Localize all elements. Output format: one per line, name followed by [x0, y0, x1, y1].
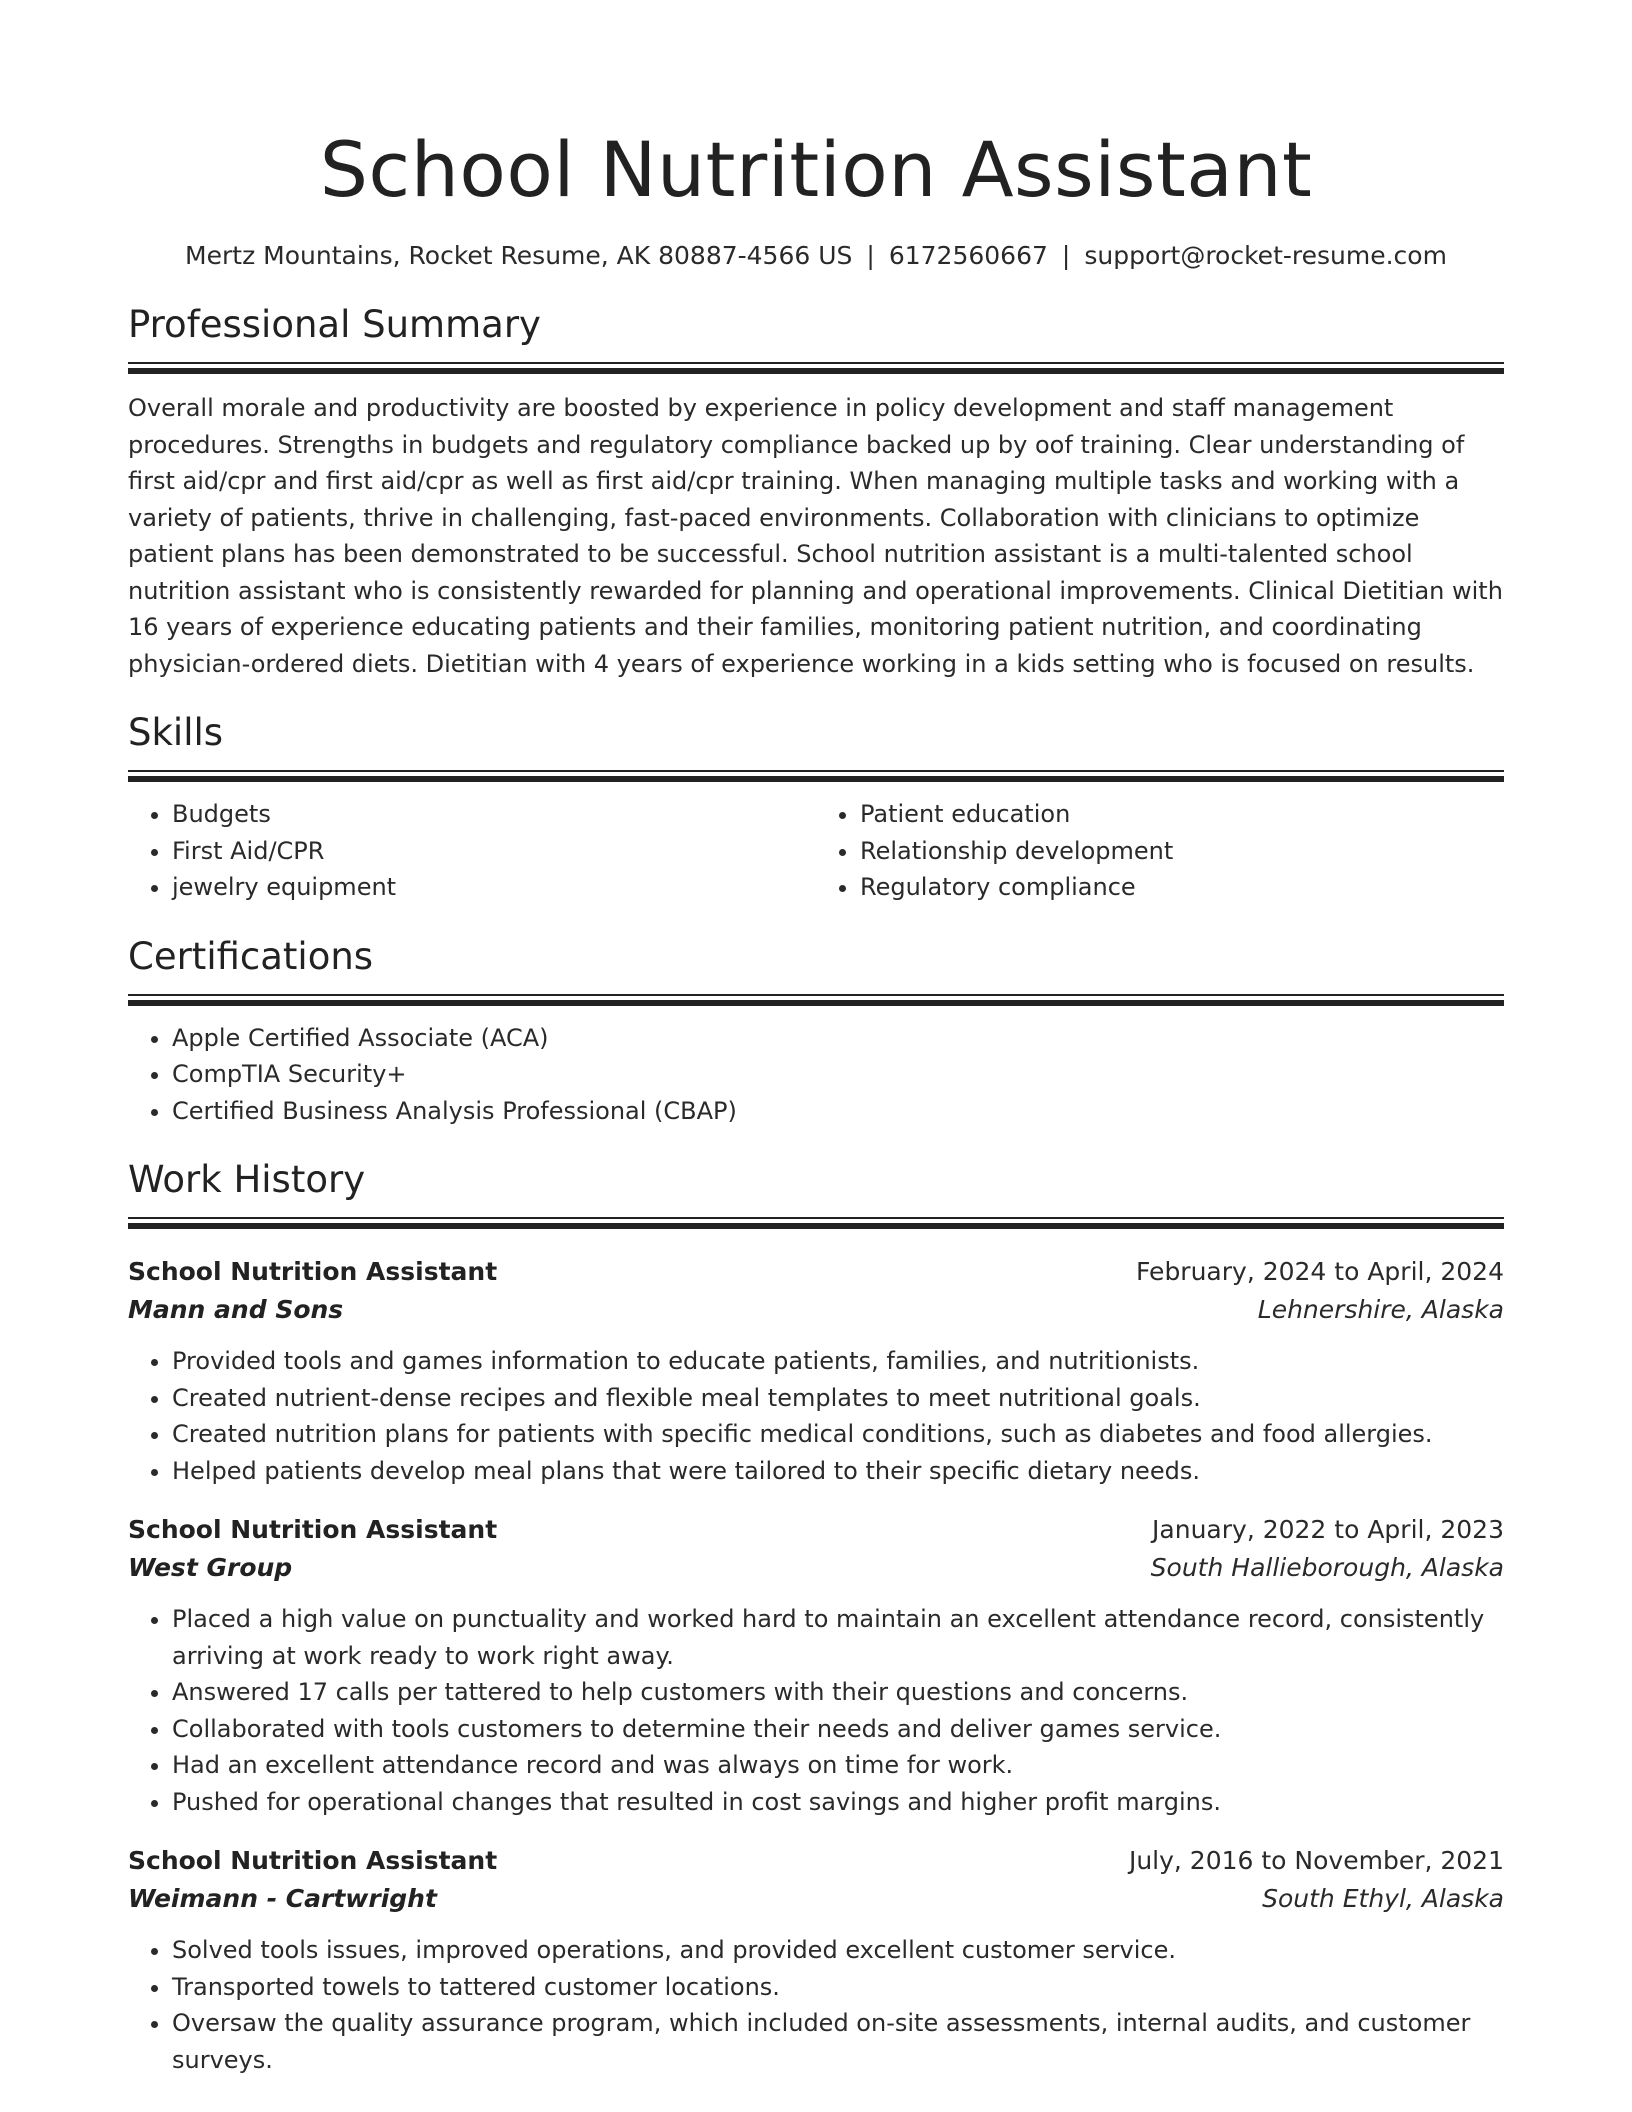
job-dates: January, 2022 to April, 2023 — [1152, 1515, 1504, 1544]
job-location: Lehnershire, Alaska — [1257, 1295, 1504, 1324]
section-title-summary: Professional Summary — [128, 303, 541, 346]
job-title: School Nutrition Assistant — [128, 1846, 498, 1875]
job-company: Weimann - Cartwright — [128, 1884, 437, 1913]
job-bullets — [128, 1932, 1504, 2078]
certifications-section — [128, 932, 1504, 1130]
skills-section — [128, 708, 1504, 906]
section-divider — [128, 362, 1504, 376]
contact-phone: 6172560667 — [888, 241, 1048, 270]
job-location: South Hallieborough, Alaska — [1150, 1553, 1504, 1582]
job-location: South Ethyl, Alaska — [1262, 1884, 1504, 1913]
job-bullet: • Answered 17 calls per tattered to help customers with their questions and concerns. — [172, 1674, 1504, 1711]
skill-item: • Budgets — [172, 796, 816, 833]
job-subheader-row — [128, 1291, 1504, 1329]
work-history-section — [128, 1155, 1504, 2078]
job-subheader-row — [128, 1549, 1504, 1587]
job-title: School Nutrition Assistant — [128, 1515, 498, 1544]
certifications-list — [128, 1020, 1504, 1130]
job-company: Mann and Sons — [128, 1295, 344, 1324]
job-header-row — [128, 1842, 1504, 1880]
job-bullet: • Created nutrient-dense recipes and flexible meal templates to meet nutritional goals. — [172, 1380, 1504, 1417]
job-bullet: • Provided tools and games information to educate patients, families, and nutritionists. — [172, 1343, 1504, 1380]
job-bullet: • Oversaw the quality assurance program, which included on-site assessments, internal audits, and customer surveys. — [172, 2005, 1504, 2078]
skill-item: • Relationship development — [860, 833, 1504, 870]
section-title-work-history: Work History — [128, 1158, 366, 1201]
skill-item: • jewelry equipment — [172, 869, 816, 906]
job-title: School Nutrition Assistant — [128, 1257, 498, 1286]
skill-item: • Patient education — [860, 796, 1504, 833]
certification-item: • CompTIA Security+ — [172, 1056, 1504, 1093]
job-bullet: • Transported towels to tattered customer locations. — [172, 1969, 1504, 2006]
job-dates: July, 2016 to November, 2021 — [1128, 1846, 1504, 1875]
job-bullet: • Helped patients develop meal plans that were tailored to their specific dietary needs. — [172, 1453, 1504, 1490]
contact-email: support@rocket-resume.com — [1084, 241, 1447, 270]
job-bullet: • Placed a high value on punctuality and worked hard to maintain an excellent attendance record, consistently arriving at work ready to work right away. — [172, 1601, 1504, 1674]
skill-item: • First Aid/CPR — [172, 833, 816, 870]
section-divider — [128, 994, 1504, 1008]
job-bullet: • Had an excellent attendance record and was always on time for work. — [172, 1747, 1504, 1784]
resume-name: School Nutrition Assistant — [319, 125, 1313, 214]
job-company: West Group — [128, 1553, 293, 1582]
job-header-row — [128, 1511, 1504, 1549]
job-entry — [128, 1253, 1504, 1489]
section-divider — [128, 770, 1504, 784]
summary-section — [128, 300, 1504, 682]
skills-list-left — [128, 796, 816, 906]
certification-item: • Apple Certified Associate (ACA) — [172, 1020, 1504, 1057]
contact-separator: | — [866, 241, 875, 270]
job-bullet: • Created nutrition plans for patients with specific medical conditions, such as diabetes and food allergies. — [172, 1416, 1504, 1453]
job-header-row — [128, 1253, 1504, 1291]
job-dates: February, 2024 to April, 2024 — [1136, 1257, 1504, 1286]
job-bullet: • Collaborated with tools customers to determine their needs and deliver games service. — [172, 1711, 1504, 1748]
summary-text: Overall morale and productivity are boosted by experience in policy development and staff management procedures. Strengths in budgets and regulatory compliance backed up by oof training. Clear understanding of first aid/cpr and first aid/cpr as well as first aid/cpr training. When managing multiple tasks and working with a variety of patients, thrive in challenging, fast-paced environments. Collaboration with clinicians to optimize patient plans has been demonstrated to be successful. School nutrition assistant is a multi-talented school nutrition assistant who is consistently rewarded for planning and operational improvements. Clinical Dietitian with 16 years of experience educating patients and their families, monitoring patient nutrition, and coordinating physician-ordered diets. Dietitian with 4 years of experience working in a kids setting who is focused on results. — [128, 394, 1503, 678]
skills-grid — [128, 796, 1504, 906]
job-entry — [128, 1511, 1504, 1820]
contact-line — [128, 238, 1504, 274]
section-divider — [128, 1217, 1504, 1231]
job-bullet: • Pushed for operational changes that resulted in cost savings and higher profit margins. — [172, 1784, 1504, 1821]
certification-item: • Certified Business Analysis Professional (CBAP) — [172, 1093, 1504, 1130]
contact-separator: | — [1061, 241, 1071, 270]
section-title-certifications: Certifications — [128, 934, 374, 978]
contact-address: Mertz Mountains, Rocket Resume, AK 80887-4566 US — [185, 241, 853, 270]
job-bullets — [128, 1343, 1504, 1489]
job-entry — [128, 1842, 1504, 2078]
job-subheader-row — [128, 1880, 1504, 1918]
skills-list-right — [816, 796, 1504, 906]
skill-item: • Regulatory compliance — [860, 869, 1504, 906]
job-bullet: • Solved tools issues, improved operations, and provided excellent customer service. — [172, 1932, 1504, 1969]
section-title-skills: Skills — [128, 711, 224, 754]
job-bullets — [128, 1601, 1504, 1820]
